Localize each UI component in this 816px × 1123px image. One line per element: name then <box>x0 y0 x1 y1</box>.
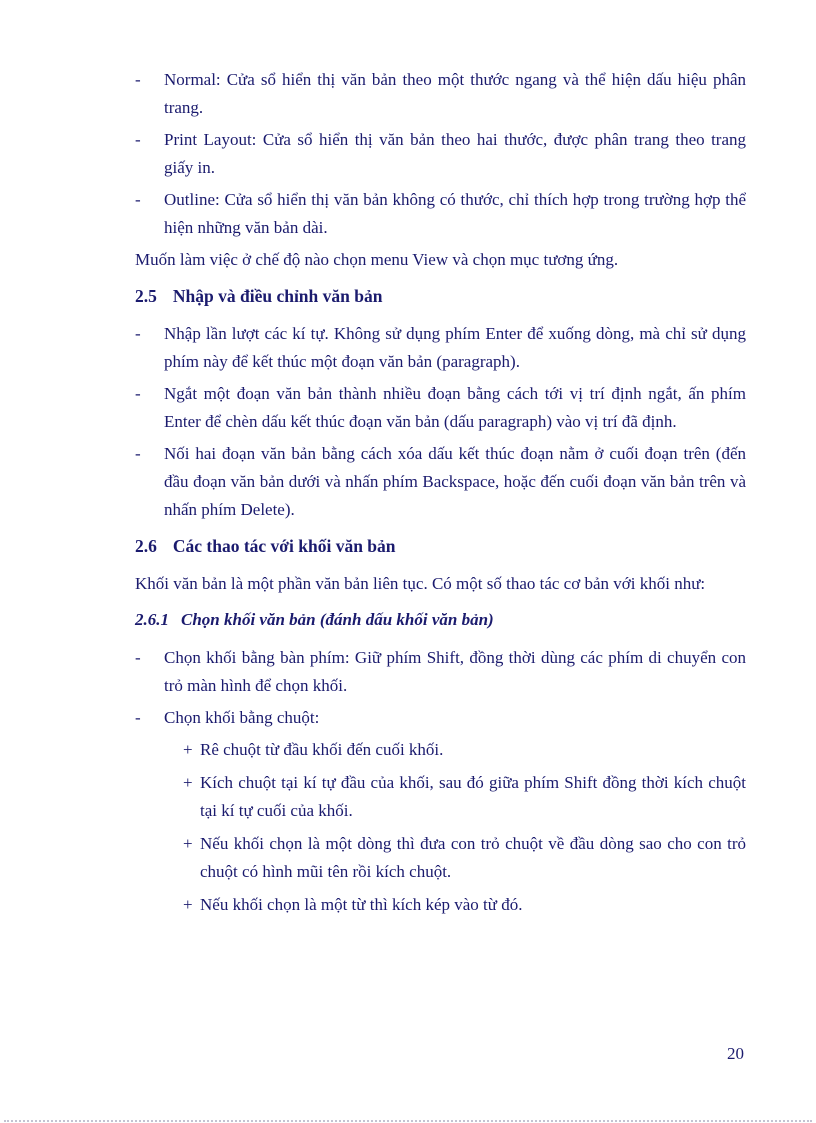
list-item-text: Outline: Cửa sổ hiển thị văn bản không có thước, chỉ thích hợp trong trường hợp thể hiện những văn bản dài. <box>164 190 746 237</box>
plus-marker: + <box>183 773 193 792</box>
list-item-text: Nối hai đoạn văn bản bằng cách xóa dấu kết thúc đoạn nằm ở cuối đoạn trên (đến đầu đoạn văn bản dưới và nhấn phím Backspace, hoặc đến cuối đoạn văn bản trên và nhấn phím Delete). <box>164 444 746 519</box>
section-number: 2.5 <box>135 286 157 306</box>
list-item <box>135 66 746 122</box>
dash-marker: - <box>135 444 141 463</box>
list-item <box>135 320 746 376</box>
section-title: Các thao tác với khối văn bản <box>172 536 396 556</box>
list-item-text: Normal: Cửa sổ hiển thị văn bản theo một thước ngang và thể hiện dấu hiệu phân trang. <box>164 70 746 117</box>
subsection-heading-2-6-1 <box>135 606 746 634</box>
list-item-text: Chọn khối bằng bàn phím: Giữ phím Shift, đồng thời dùng các phím di chuyển con trỏ màn hình để chọn khối. <box>164 648 746 695</box>
plus-marker: + <box>183 895 193 914</box>
section-heading-2-6 <box>135 532 746 560</box>
dash-marker: - <box>135 648 141 667</box>
list-item <box>135 704 746 732</box>
sub-list-item-text: Nếu khối chọn là một dòng thì đưa con trỏ chuột về đầu dòng sao cho con trỏ chuột có hình mũi tên rồi kích chuột. <box>200 834 746 881</box>
sub-list-item-text: Nếu khối chọn là một từ thì kích kép vào từ đó. <box>200 895 523 914</box>
section-title: Nhập và điều chỉnh văn bản <box>172 286 383 306</box>
section-heading-2-5 <box>135 282 746 310</box>
dash-marker: - <box>135 190 141 209</box>
list-item-text: Chọn khối bằng chuột: <box>164 708 320 727</box>
page-number: 20 <box>727 1044 744 1063</box>
section-number: 2.6 <box>135 536 157 556</box>
dash-marker: - <box>135 130 141 149</box>
list-item <box>135 440 746 524</box>
subsection-number: 2.6.1 <box>135 610 169 629</box>
dash-marker: - <box>135 384 141 403</box>
list-item <box>135 644 746 700</box>
document-content <box>135 66 746 924</box>
sub-list-item <box>183 891 746 919</box>
paragraph: Muốn làm việc ở chế độ nào chọn menu View và chọn mục tương ứng. <box>135 250 619 269</box>
list-item-text: Nhập lần lượt các kí tự. Không sử dụng phím Enter để xuống dòng, mà chỉ sử dụng phím này để kết thúc một đoạn văn bản (paragraph). <box>164 324 746 371</box>
plus-marker: + <box>183 740 193 759</box>
sub-list-item <box>183 830 746 886</box>
page-bottom-divider <box>4 1120 812 1122</box>
plus-marker: + <box>183 834 193 853</box>
sub-list-item <box>183 769 746 825</box>
sub-list-item-text: Rê chuột từ đầu khối đến cuối khối. <box>200 740 444 759</box>
list-item <box>135 186 746 242</box>
sub-list-item <box>183 736 746 764</box>
subsection-title: Chọn khối văn bản (đánh dấu khối văn bản) <box>181 610 494 629</box>
list-item <box>135 380 746 436</box>
paragraph: Khối văn bản là một phần văn bản liên tục. Có một số thao tác cơ bản với khối như: <box>135 574 706 593</box>
dash-marker: - <box>135 70 141 89</box>
list-item <box>135 126 746 182</box>
list-item-text: Print Layout: Cửa sổ hiển thị văn bản theo hai thước, được phân trang theo trang giấy in. <box>164 130 746 177</box>
list-item-text: Ngắt một đoạn văn bản thành nhiều đoạn bằng cách tới vị trí định ngắt, ấn phím Enter để chèn dấu kết thúc đoạn văn bản (dấu paragraph) vào vị trí đã định. <box>164 384 746 431</box>
dash-marker: - <box>135 324 141 343</box>
dash-marker: - <box>135 708 141 727</box>
sub-list-item-text: Kích chuột tại kí tự đầu của khối, sau đó giữa phím Shift đồng thời kích chuột tại kí tự cuối của khối. <box>200 773 746 820</box>
